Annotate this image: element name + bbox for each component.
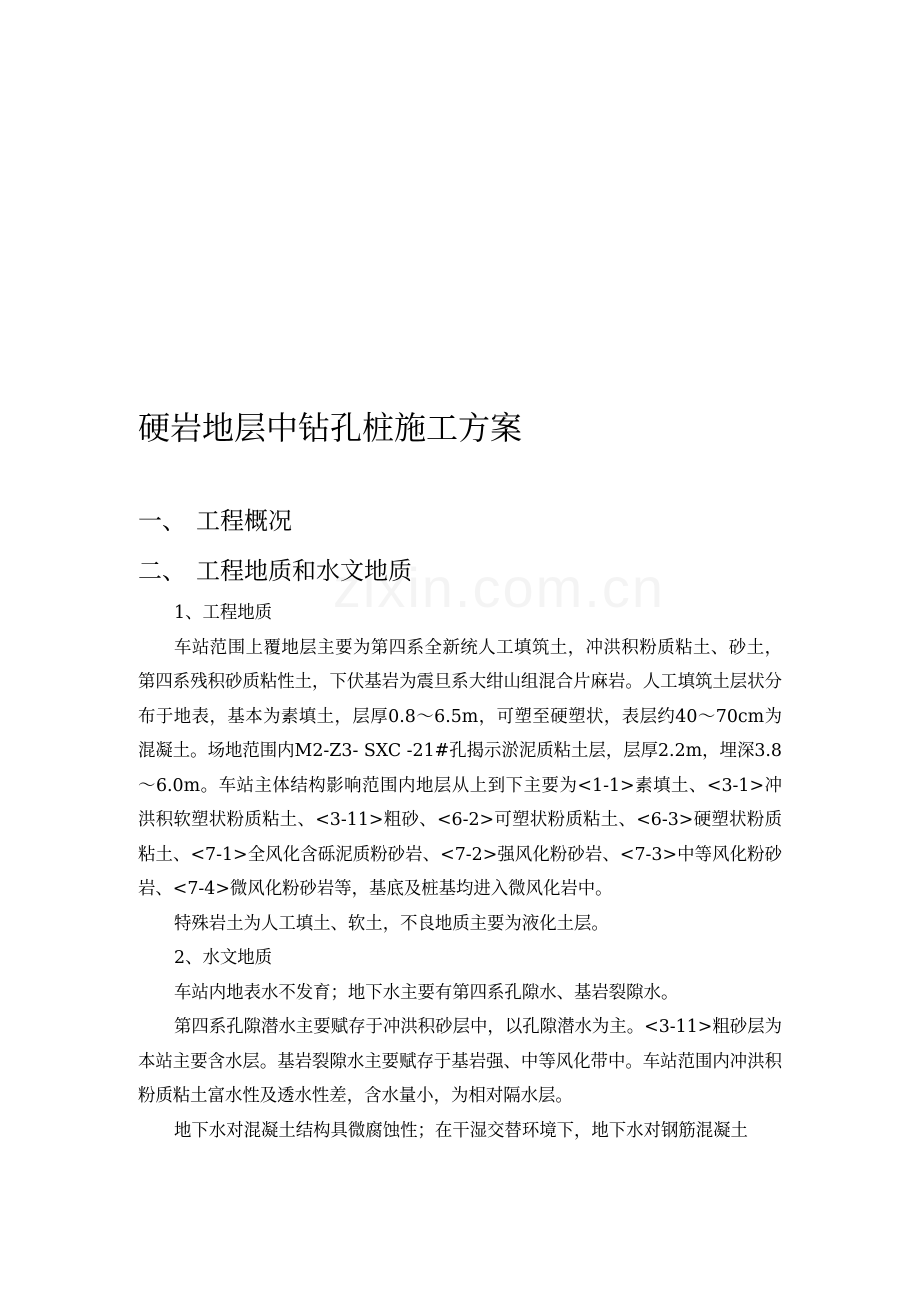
paragraph-phreatic-water: 第四系孔隙潜水主要赋存于冲洪积砂层中，以孔隙潜水为主。<3-11>粗砂层为本站主要含水层。基岩裂隙水主要赋存于基岩强、中等风化带中。车站范围内冲洪积粉质粘土富水性及透水性差，含水量小，为相对隔水层。 (138, 1017, 782, 1106)
section-number: 一、 (138, 507, 186, 535)
subheading-engineering-geology: 1、工程地质 (174, 603, 273, 623)
paragraph-corrosivity: 地下水对混凝土结构具微腐蚀性；在干湿交替环境下，地下水对钢筋混凝土 (174, 1120, 748, 1141)
document-title: 硬岩地层中钻孔桩施工方案 (138, 409, 523, 447)
section-heading-overview (138, 496, 782, 546)
section-number: 二、 (138, 557, 186, 585)
paragraph-groundwater-types: 车站内地表水不发育；地下水主要有第四系孔隙水、基岩裂隙水。 (174, 982, 679, 1003)
section-title: 工程地质和水文地质 (196, 557, 412, 585)
section-title: 工程概况 (196, 507, 292, 535)
subheading-hydrogeology: 2、水文地质 (174, 948, 273, 968)
paragraph-strata-description: 车站范围上覆地层主要为第四系全新统人工填筑土，冲洪积粉质粘土、砂土，第四系残积砂质粘性土，下伏基岩为震旦系大绀山组混合片麻岩。人工填筑土层状分布于地表，基本为素填土，层厚0.8～6.5m，可塑至硬塑状，表层约40～70cm为混凝土。场地范围内M2-Z3- SXC -21#孔揭示淤泥质粘土层，层厚2.2m，埋深3.8～6.0m。车站主体结构影响范围内地层从上到下主要为<1-1>素填土、<3-1>冲洪积软塑状粉质粘土、<3-11>粗砂、<6-2>可塑状粉质粘土、<6-3>硬塑状粉质粘土、<7-1>全风化含砾泥质粉砂岩、<7-2>强风化粉砂岩、<7-3>中等风化粉砂岩、<7-4>微风化粉砂岩等，基底及桩基均进入微风化岩中。 (138, 637, 782, 899)
section-heading-geology-hydrology (138, 546, 782, 596)
paragraph-special-soils: 特殊岩土为人工填土、软土，不良地质主要为液化土层。 (174, 913, 609, 934)
